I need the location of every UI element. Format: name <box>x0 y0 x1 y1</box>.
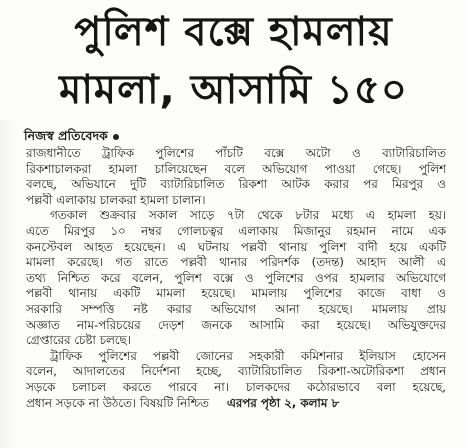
bullet-dot-icon <box>113 134 119 140</box>
text-line: বলছে, অভিযানে দুটি ব্যাটারিচালিত রিকশা আটক করার পর মিরপুর ও <box>26 177 446 192</box>
text-line: রিকশাচালকরা হামলা চালিয়েছেন বলে অভিযোগ পাওয়া গেছে। পুলিশ <box>26 161 446 176</box>
article-body <box>26 146 446 411</box>
text-line: সড়কে চলাচল করতে পারবে না। চালকদের কঠোরভাবে বলা হয়েছে, <box>26 379 446 394</box>
paragraph-3 <box>26 349 446 411</box>
text-line: সরকারি সম্পত্তি নষ্ট করার অভিযোগ আনা হয়েছে। মামলায় প্রায় <box>26 301 446 316</box>
text-line: এতে মিরপুর ১০ নম্বর গোলচত্বর এলাকায় মিজানুর রহমান নামে এক <box>26 223 446 238</box>
text-line: মামলা করেছে। গত রাতে পল্লবী থানার পরিদর্শক (তদন্ত) আহাদ আলী এ <box>26 255 446 270</box>
text-line: কনস্টেবল আহত হয়েছেন। এ ঘটনায় পল্লবী থানায় পুলিশ বাদী হয়ে একটি <box>26 239 446 254</box>
text-line: তথ্য নিশ্চিত করে বলেন, পুলিশ বক্সে ও পুলিশের ওপর হামলার অভিযোগে <box>26 270 446 285</box>
text-line: ট্রাফিক পুলিশের পল্লবী জোনের সহকারী কমিশনার ইলিয়াস হোসেন <box>50 348 446 363</box>
text-line-content: প্রধান সড়কে না উঠতে। বিষয়টি নিশ্চিত <box>26 395 209 410</box>
paragraph-2 <box>26 208 446 348</box>
text-line: গতকাল শুক্রবার সকাল সাড়ে ৭টা থেকে ৮টার মধ্যে এ হামলা হয়। <box>50 208 446 223</box>
text-line: রাজধানীতে ট্রাফিক পুলিশের পাঁচটি বক্সে অটো ও ব্যাটারিচালিত <box>26 146 446 160</box>
paragraph-1 <box>26 146 446 208</box>
text-line: বলেন, আদালতের নির্দেশনা হচ্ছে, ব্যাটারিচালিত রিকশা-অটোরিকশা প্রধান <box>26 364 446 379</box>
headline-line-1: পুলিশ বক্সে হামলায় <box>74 9 393 55</box>
text-line: পল্লবী এলাকায় চালকরা হামলা চালান। <box>26 192 206 207</box>
text-line <box>26 396 446 412</box>
scan-edge-shadow <box>0 120 18 448</box>
text-line: গ্রেপ্তারের চেষ্টা চলছে। <box>26 333 131 348</box>
byline <box>24 128 119 143</box>
headline-line-2: মামলা, আসামি ১৫০ <box>59 67 408 113</box>
text-line: পল্লবী থানায় একটি মামলা হয়েছে। মামলায় পুলিশের কাজে বাধা ও <box>26 286 446 301</box>
continuation-reference: এরপর পৃষ্ঠা ২, কলাম ৮ <box>226 395 340 410</box>
text-line: অজ্ঞাত নাম-পরিচয়ের দেড়শ জনকে আসামি করা হয়েছে। অভিযুক্তদের <box>26 317 446 332</box>
byline-text: নিজস্ব প্রতিবেদক <box>24 128 108 143</box>
